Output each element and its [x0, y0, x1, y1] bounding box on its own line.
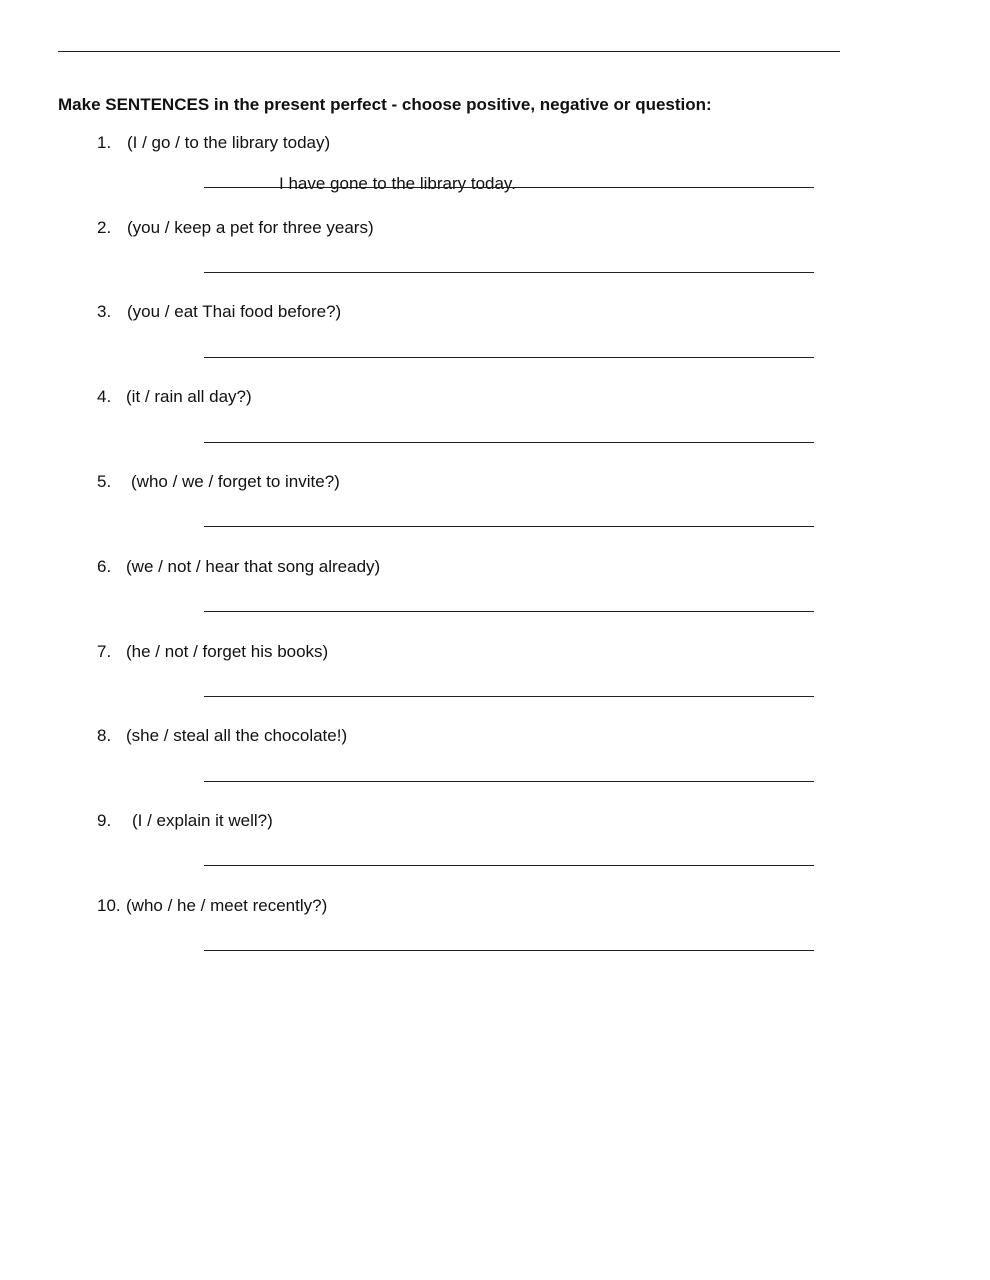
item-number: 4. [97, 387, 112, 406]
answer-line-3[interactable] [204, 357, 814, 358]
exercise-item-4 [97, 387, 252, 407]
answer-line-9[interactable] [204, 865, 814, 866]
item-prompt: (you / eat Thai food before?) [127, 302, 342, 321]
exercise-item-9 [97, 811, 273, 831]
answer-line-4[interactable] [204, 442, 814, 443]
item-prompt: (he / not / forget his books) [126, 642, 329, 661]
exercise-item-5 [97, 472, 340, 492]
exercise-item-7 [97, 642, 328, 662]
item-number: 7. [97, 642, 112, 661]
answer-line-5[interactable] [204, 526, 814, 527]
item-number: 2. [97, 218, 112, 237]
item-prompt: (I / explain it well?) [132, 811, 273, 830]
item-prompt: (it / rain all day?) [126, 387, 252, 406]
item-prompt: (we / not / hear that song already) [126, 557, 381, 576]
item-number: 6. [97, 557, 112, 576]
answer-line-8[interactable] [204, 781, 814, 782]
answer-line-10[interactable] [204, 950, 814, 951]
item-number: 1. [97, 133, 112, 152]
top-divider [58, 51, 840, 52]
exercise-item-6 [97, 557, 380, 577]
item-prompt: (she / steal all the chocolate!) [126, 726, 348, 745]
item-prompt: (you / keep a pet for three years) [127, 218, 374, 237]
item-prompt: (who / he / meet recently?) [126, 896, 328, 915]
answer-line-1[interactable] [204, 187, 814, 188]
item-prompt: (who / we / forget to invite?) [131, 472, 340, 491]
exercise-item-1 [97, 133, 330, 153]
item-number: 9. [97, 811, 112, 830]
exercise-item-8 [97, 726, 347, 746]
worksheet-instructions: Make SENTENCES in the present perfect - choose positive, negative or question: [58, 95, 712, 114]
exercise-item-2 [97, 218, 374, 238]
answer-text-1: I have gone to the library today. [279, 174, 516, 193]
item-prompt: (I / go / to the library today) [127, 133, 331, 152]
exercise-item-3 [97, 302, 341, 322]
item-number: 5. [97, 472, 112, 491]
answer-line-7[interactable] [204, 696, 814, 697]
answer-line-6[interactable] [204, 611, 814, 612]
item-number: 8. [97, 726, 112, 745]
item-number: 10. [97, 896, 121, 915]
exercise-item-10 [97, 896, 327, 916]
answer-line-2[interactable] [204, 272, 814, 273]
item-number: 3. [97, 302, 112, 321]
